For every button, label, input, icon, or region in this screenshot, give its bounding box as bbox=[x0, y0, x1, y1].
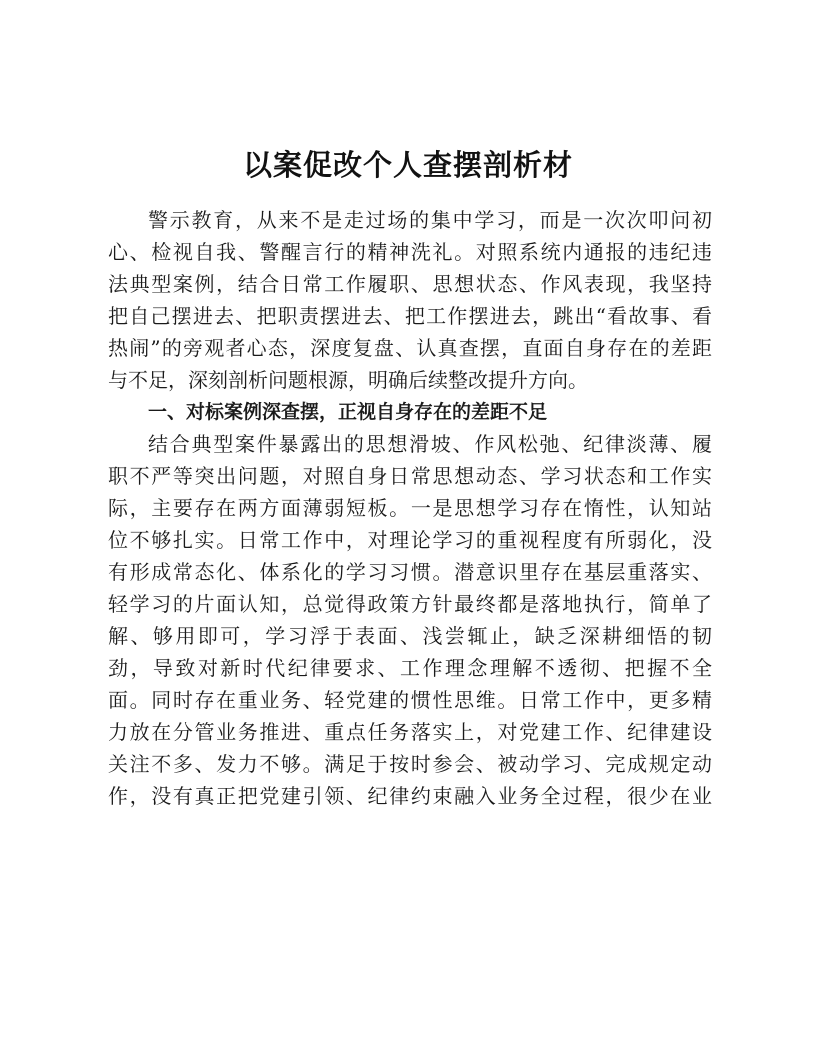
paragraph-2-line: 劲，导致对新时代纪律要求、工作理念理解不透彻、把握不全 bbox=[108, 656, 712, 680]
paragraph-2-line: 力放在分管业务推进、重点任务落实上，对党建工作、纪律建设 bbox=[108, 720, 712, 744]
paragraph-2-line: 面。同时存在重业务、轻党建的惯性思维。日常工作中，更多精 bbox=[108, 688, 712, 712]
paragraph-1-line: 热闹”的旁观者心态，深度复盘、认真查摆，直面自身存在的差距 bbox=[108, 336, 712, 360]
paragraph-2-line: 解、够用即可，学习浮于表面、浅尝辄止，缺乏深耕细悟的韧 bbox=[108, 624, 712, 648]
paragraph-2-line: 位不够扎实。日常工作中，对理论学习的重视程度有所弱化，没 bbox=[108, 528, 712, 552]
paragraph-2-line: 际，主要存在两方面薄弱短板。一是思想学习存在惰性，认知站 bbox=[108, 496, 712, 520]
document-title: 以案促改个人查摆剖析材 bbox=[242, 148, 573, 182]
paragraph-2-line: 轻学习的片面认知，总觉得政策方针最终都是落地执行，简单了 bbox=[108, 592, 712, 616]
paragraph-1-line: 把自己摆进去、把职责摆进去、把工作摆进去，跳出“看故事、看 bbox=[108, 304, 712, 328]
section-heading-1: 一、对标案例深查摆，正视自身存在的差距不足 bbox=[148, 401, 548, 423]
paragraph-2-line: 职不严等突出问题，对照自身日常思想动态、学习状态和工作实 bbox=[108, 464, 712, 488]
paragraph-2-line: 关注不多、发力不够。满足于按时参会、被动学习、完成规定动 bbox=[108, 752, 712, 776]
paragraph-1-line: 法典型案例，结合日常工作履职、思想状态、作风表现，我坚持 bbox=[108, 272, 712, 296]
paragraph-2-line: 有形成常态化、体系化的学习习惯。潜意识里存在基层重落实、 bbox=[108, 560, 712, 584]
paragraph-2-line: 作，没有真正把党建引领、纪律约束融入业务全过程，很少在业 bbox=[108, 784, 712, 808]
paragraph-1-line: 与不足，深刻剖析问题根源，明确后续整改提升方向。 bbox=[108, 368, 588, 392]
paragraph-1-line: 心、检视自我、警醒言行的精神洗礼。对照系统内通报的违纪违 bbox=[108, 240, 712, 264]
paragraph-1-line: 警示教育，从来不是走过场的集中学习，而是一次次叩问初 bbox=[148, 208, 712, 232]
document-body bbox=[108, 204, 712, 812]
paragraph-2-line: 结合典型案件暴露出的思想滑坡、作风松弛、纪律淡薄、履 bbox=[148, 432, 712, 456]
